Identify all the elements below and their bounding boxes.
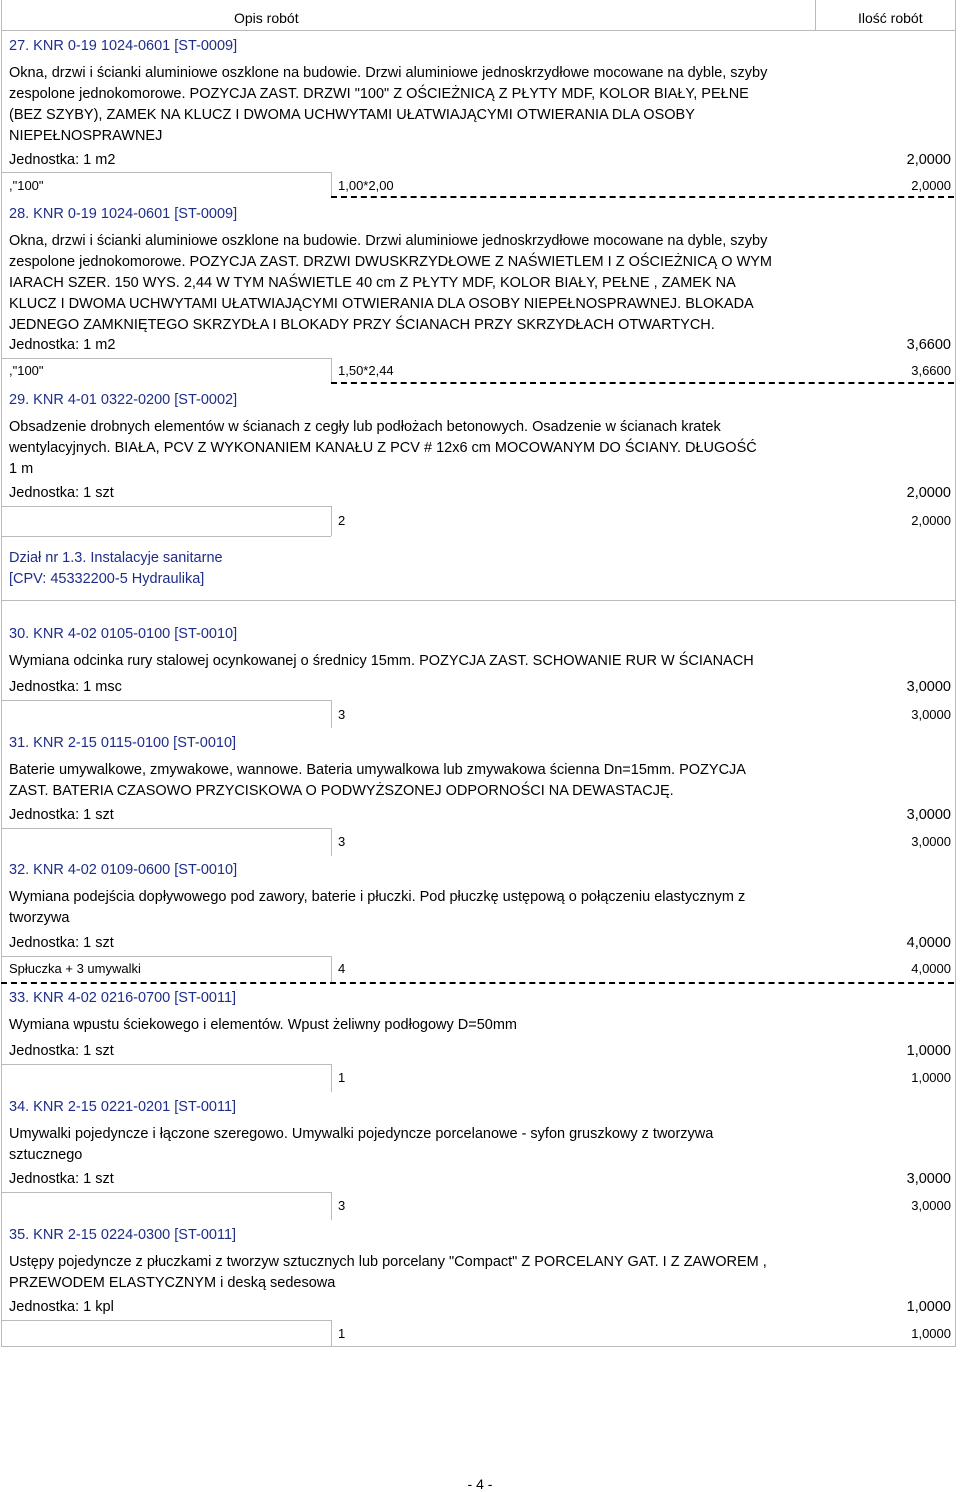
calc-row-divider — [1, 172, 331, 173]
section-cpv: [CPV: 45332200-5 Hydraulika] — [9, 571, 205, 587]
item-description-line: zespolone jednokomorowe. POZYCJA ZAST. DRZWI "100" Z OŚCIEŻNICĄ Z PŁYTY MDF, KOLOR BIAŁY, PEŁNE — [9, 86, 749, 102]
item-code: 27. KNR 0-19 1024-0601 [ST-0009] — [9, 38, 238, 54]
item-total: 1,0000 — [906, 1299, 951, 1315]
item-code: 28. KNR 0-19 1024-0601 [ST-0009] — [9, 206, 238, 222]
calc-column-divider — [331, 1192, 332, 1220]
calc-column-divider — [331, 172, 332, 196]
item-total: 3,0000 — [906, 807, 951, 823]
header-divider — [1, 30, 956, 31]
calc-expression: 3 — [338, 1198, 346, 1213]
section-divider — [1, 600, 955, 601]
calc-expression: 3 — [338, 834, 346, 849]
item-total: 3,6600 — [906, 337, 951, 353]
calc-row-divider — [1, 956, 331, 957]
calc-dashed-line — [331, 196, 954, 198]
table-bottom-border — [1, 1346, 956, 1347]
item-description-line: Obsadzenie drobnych elementów w ścianach z cegły lub podłożach betonowych. Osadzenie w ścianach kratek — [9, 419, 721, 435]
calc-value: 3,0000 — [911, 834, 951, 849]
calc-value: 1,0000 — [911, 1070, 951, 1085]
calc-expression: 1 — [338, 1326, 346, 1341]
item-description-line: zespolone jednokomorowe. POZYCJA ZAST. DRZWI DWUSKRZYDŁOWE Z NAŚWIETLEM I Z OŚCIEŻNICĄ O WYM — [9, 254, 772, 270]
section-divider — [1, 536, 331, 537]
calc-value: 3,6600 — [911, 363, 951, 378]
item-total: 4,0000 — [906, 935, 951, 951]
item-code: 30. KNR 4-02 0105-0100 [ST-0010] — [9, 626, 238, 642]
item-description-line: Wymiana odcinka rury stalowej ocynkowanej o średnicy 15mm. POZYCJA ZAST. SCHOWANIE RUR W ŚCIANACH — [9, 653, 754, 669]
page-number: - 4 - — [467, 1476, 493, 1492]
calc-column-divider — [331, 956, 332, 982]
item-description-line: Baterie umywalkowe, zmywakowe, wannowe. Bateria umywalkowa lub zmywakowa ścienna Dn=15mm. POZYCJA — [9, 762, 746, 778]
item-description-line: (BEZ SZYBY), ZAMEK NA KLUCZ I DWOMA UCHWYTAMI UŁATWIAJĄCYMI OTWIERANIA DLA OSOBY — [9, 107, 695, 123]
item-unit: Jednostka: 1 szt — [9, 1043, 114, 1059]
item-description-line: Okna, drzwi i ścianki aluminiowe oszklone na budowie. Drzwi aluminiowe jednoskrzydłowe mocowane na dyble, szyby — [9, 233, 768, 249]
item-code: 31. KNR 2-15 0115-0100 [ST-0010] — [9, 735, 237, 751]
item-description-line: KLUCZ I DWOMA UCHWYTAMI UŁATWIAJĄCYMI OTWIERANIA DLA OSOBY NIEPEŁNOSPRAWNEJ. BLOKADA — [9, 296, 754, 312]
calc-column-divider — [331, 700, 332, 728]
calc-row-divider — [1, 1064, 331, 1065]
calc-value: 3,0000 — [911, 1198, 951, 1213]
item-code: 35. KNR 2-15 0224-0300 [ST-0011] — [9, 1227, 237, 1243]
item-description-line: NIEPEŁNOSPRAWNEJ — [9, 128, 163, 144]
item-description-line: Okna, drzwi i ścianki aluminiowe oszklone na budowie. Drzwi aluminiowe jednoskrzydłowe mocowane na dyble, szyby — [9, 65, 768, 81]
item-description-line: sztucznego — [9, 1147, 83, 1163]
calc-expression: 2 — [338, 513, 346, 528]
calc-column-divider — [331, 828, 332, 856]
calc-value: 2,0000 — [911, 513, 951, 528]
calc-expression: 1,00*2,00 — [338, 178, 394, 193]
calc-value: 4,0000 — [911, 961, 951, 976]
item-code: 32. KNR 4-02 0109-0600 [ST-0010] — [9, 862, 238, 878]
item-total: 2,0000 — [906, 152, 951, 168]
calc-row-divider — [1, 700, 331, 701]
item-code: 34. KNR 2-15 0221-0201 [ST-0011] — [9, 1099, 237, 1115]
item-total: 2,0000 — [906, 485, 951, 501]
calc-column-divider — [331, 1064, 332, 1092]
item-total: 3,0000 — [906, 679, 951, 695]
item-code: 33. KNR 4-02 0216-0700 [ST-0011] — [9, 990, 237, 1006]
calc-expression: 1 — [338, 1070, 346, 1085]
item-unit: Jednostka: 1 szt — [9, 807, 114, 823]
item-unit: Jednostka: 1 msc — [9, 679, 122, 695]
item-unit: Jednostka: 1 m2 — [9, 152, 116, 168]
calc-expression: 4 — [338, 961, 346, 976]
calc-value: 2,0000 — [911, 178, 951, 193]
item-unit: Jednostka: 1 kpl — [9, 1299, 114, 1315]
item-description-line: PRZEWODEM ELASTYCZNYM i deską sedesowa — [9, 1275, 336, 1291]
item-unit: Jednostka: 1 szt — [9, 485, 114, 501]
calc-label: ,"100" — [9, 363, 44, 378]
calc-label: Spłuczka + 3 umywalki — [9, 961, 141, 976]
calc-dashed-line — [331, 382, 954, 384]
calc-row-divider — [1, 506, 331, 507]
item-description-line: Ustępy pojedyncze z płuczkami z tworzyw sztucznych lub porcelany "Compact" Z PORCELANY GAT. I Z ZAWOREM , — [9, 1254, 767, 1270]
item-total: 1,0000 — [906, 1043, 951, 1059]
table-left-border — [1, 0, 2, 1346]
item-description-line: JEDNEGO ZAMKNIĘTEGO SKRZYDŁA I BLOKADY PRZY ŚCIANACH PRZY SKRZYDŁACH OTWARTYCH. — [9, 317, 715, 333]
item-description-line: tworzywa — [9, 910, 70, 926]
calc-dashed-line — [1, 982, 954, 984]
table-right-border — [955, 0, 956, 1346]
section-title: Dział nr 1.3. Instalacyje sanitarne — [9, 550, 223, 566]
column-header-quantity: Ilość robót — [858, 10, 923, 26]
calc-column-divider — [331, 1320, 332, 1346]
header-column-divider — [815, 0, 816, 30]
calc-row-divider — [1, 358, 331, 359]
calc-column-divider — [331, 506, 332, 536]
item-description-line: Wymiana wpustu ściekowego i elementów. Wpust żeliwny podłogowy D=50mm — [9, 1017, 517, 1033]
calc-row-divider — [1, 1320, 331, 1321]
item-description-line: wentylacyjnych. BIAŁA, PCV Z WYKONANIEM KANAŁU Z PCV # 12x6 cm MOCOWANYM DO ŚCIANY. DŁUGOŚĆ — [9, 440, 757, 456]
item-code: 29. KNR 4-01 0322-0200 [ST-0002] — [9, 392, 238, 408]
item-description-line: Wymiana podejścia dopływowego pod zawory, baterie i płuczki. Pod płuczkę ustępową o połączeniu elastycznym z — [9, 889, 746, 905]
calc-value: 1,0000 — [911, 1326, 951, 1341]
calc-expression: 1,50*2,44 — [338, 363, 394, 378]
item-description-line: Umywalki pojedyncze i łączone szeregowo. Umywalki pojedyncze porcelanowe - syfon gruszkowy z tworzywa — [9, 1126, 714, 1142]
item-description-line: IARACH SZER. 150 WYS. 2,44 W TYM NAŚWIETLE 40 cm Z PŁYTY MDF, KOLOR BIAŁY, PEŁNE , ZAMEK NA — [9, 275, 736, 291]
item-unit: Jednostka: 1 szt — [9, 1171, 114, 1187]
column-header-description: Opis robót — [234, 10, 299, 26]
item-unit: Jednostka: 1 szt — [9, 935, 114, 951]
calc-row-divider — [1, 828, 331, 829]
item-total: 3,0000 — [906, 1171, 951, 1187]
calc-column-divider — [331, 358, 332, 382]
item-description-line: ZAST. BATERIA CZASOWO PRZYCISKOWA O PODWYŻSZONEJ ODPORNOŚCI NA DEWASTACJĘ. — [9, 783, 674, 799]
calc-row-divider — [1, 1192, 331, 1193]
calc-expression: 3 — [338, 707, 346, 722]
calc-value: 3,0000 — [911, 707, 951, 722]
item-unit: Jednostka: 1 m2 — [9, 337, 116, 353]
item-description-line: 1 m — [9, 461, 34, 477]
calc-label: ,"100" — [9, 178, 44, 193]
